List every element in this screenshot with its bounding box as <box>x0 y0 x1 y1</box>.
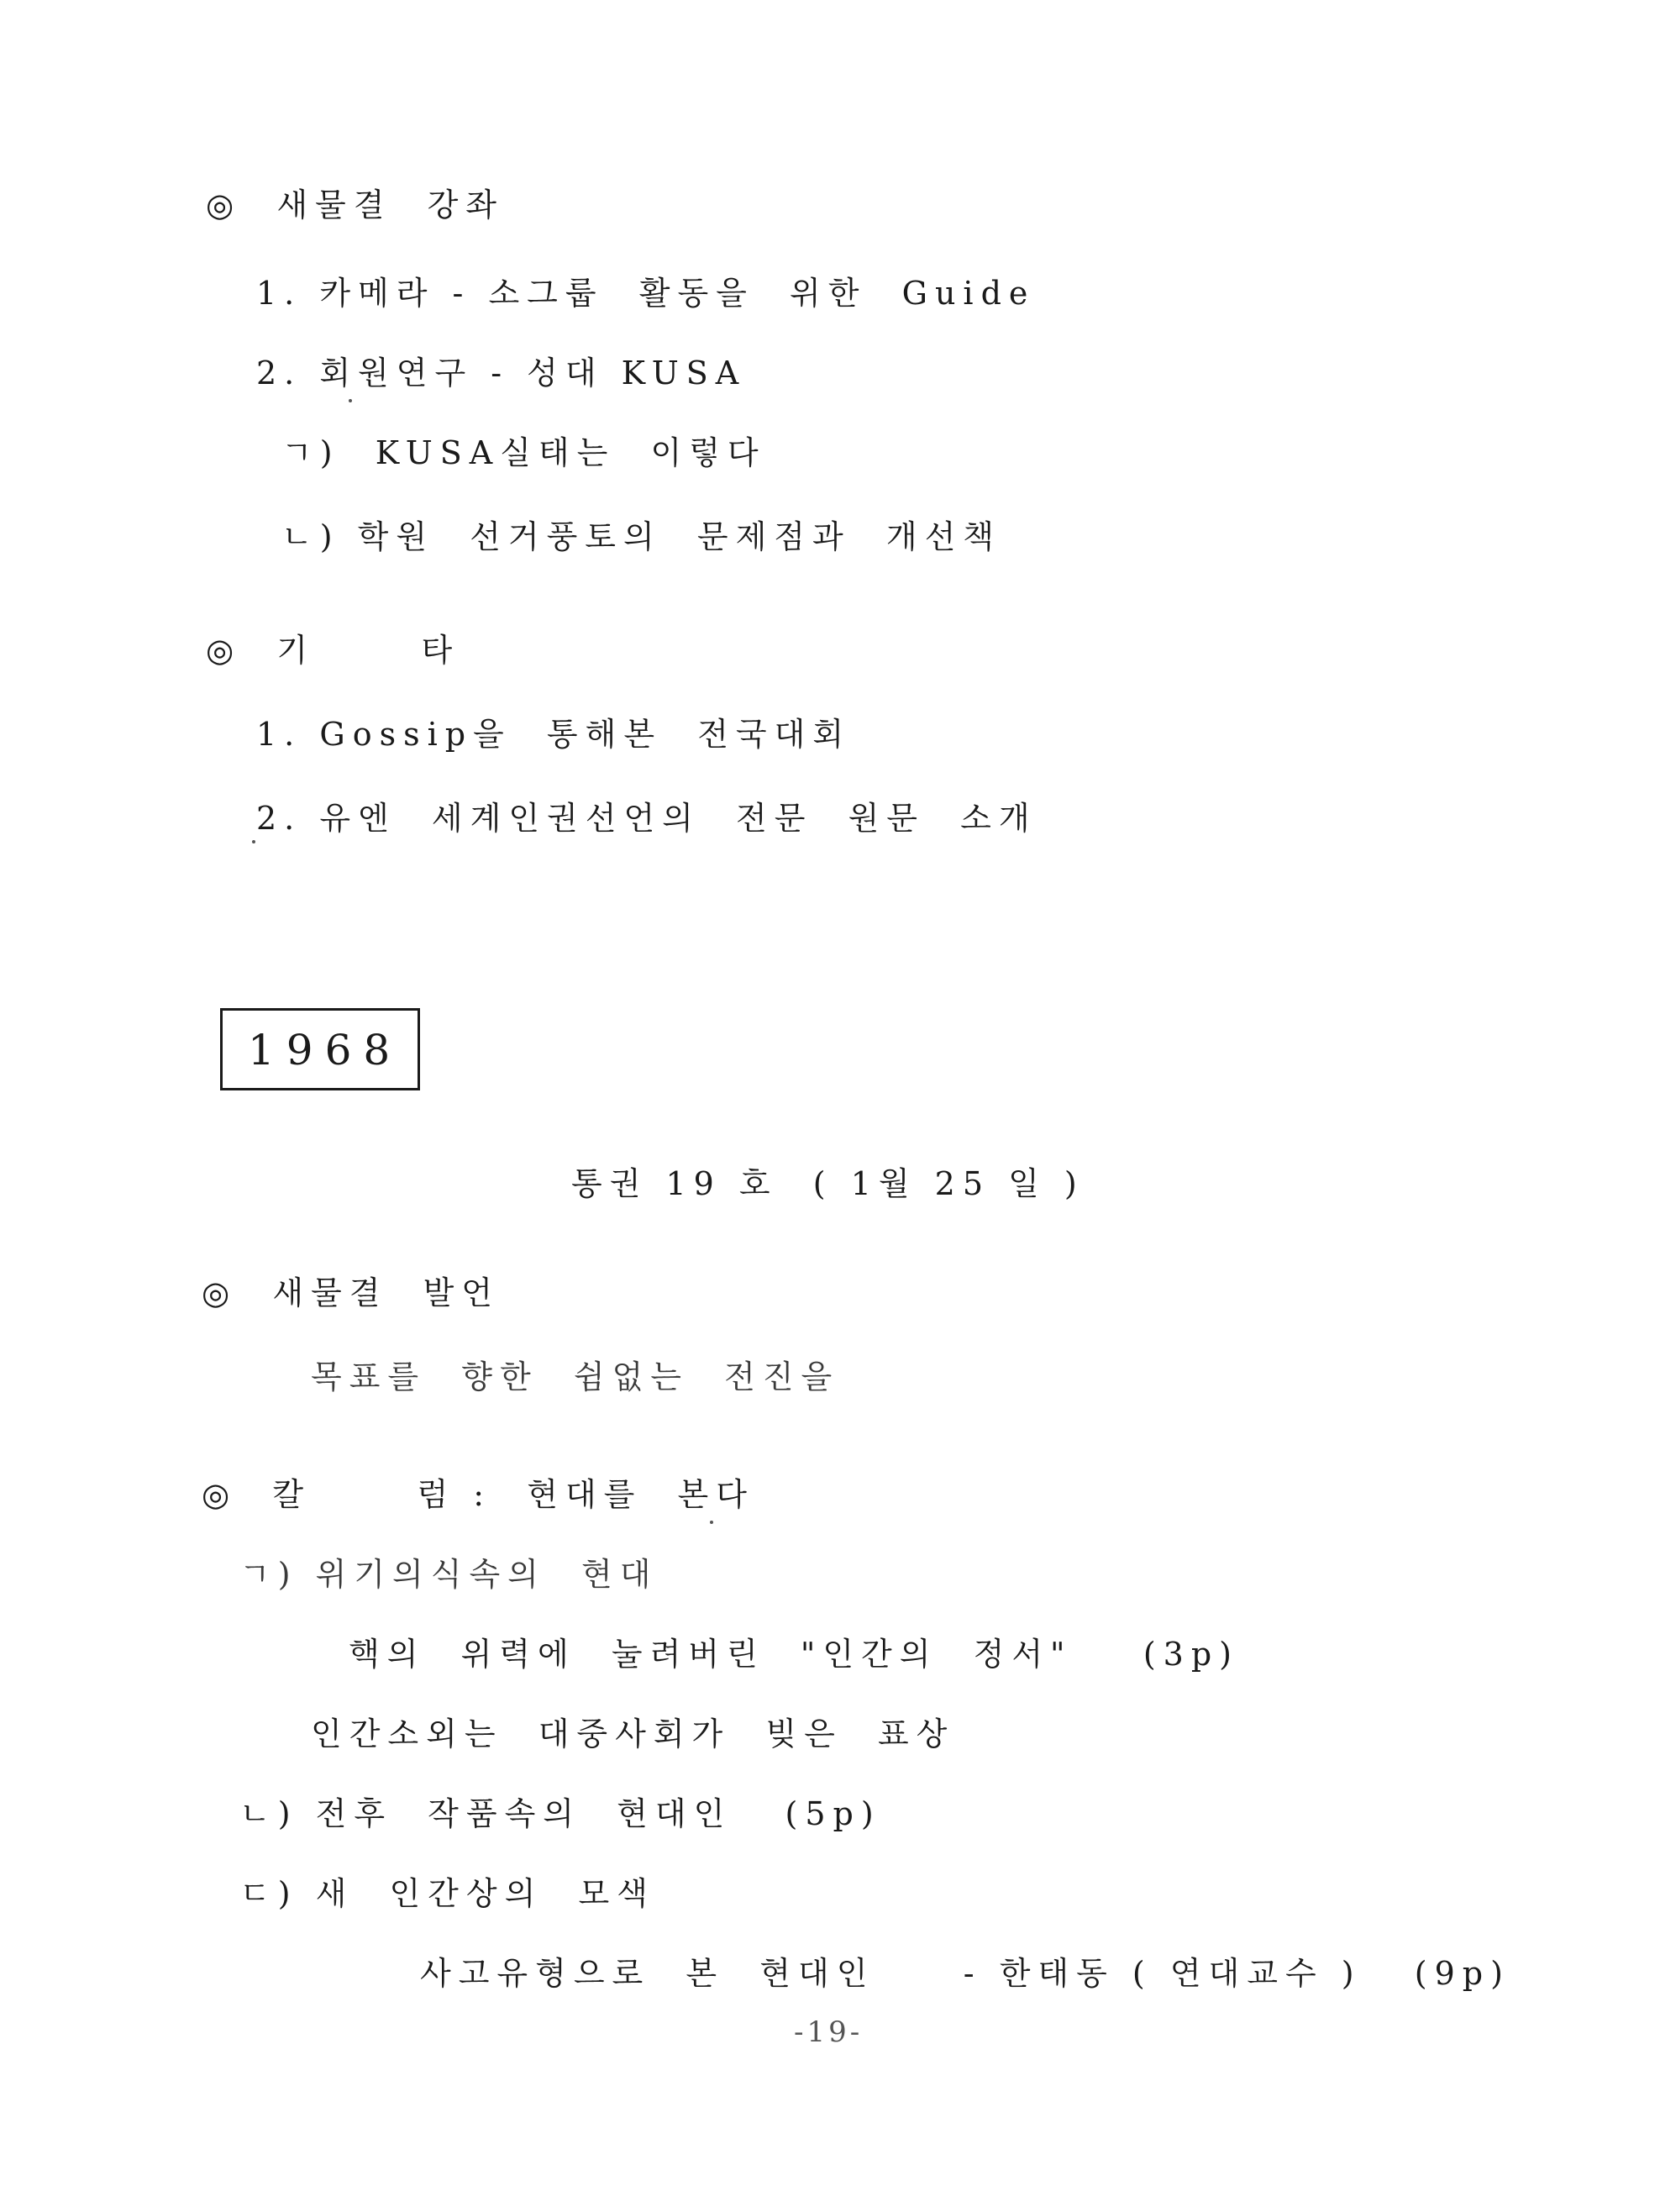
page-number: -19- <box>794 2015 864 2049</box>
list-item: 핵의 위력에 눌려버린 "인간의 정서" (3p) <box>349 1636 1239 1673</box>
year-box <box>220 1008 420 1090</box>
list-item: ㄷ) 새 인간상의 모색 <box>239 1875 655 1912</box>
list-item: 2. 회원연구 - 성대 KUSA <box>256 355 747 391</box>
scan-speck <box>710 1521 713 1524</box>
list-item: ㄱ) 위기의식속의 현대 <box>239 1556 659 1593</box>
list-item: ㄴ) 전후 작품속의 현대인 (5p) <box>239 1795 881 1832</box>
section-heading-column: ◎ 칼 럼 : 현대를 본다 <box>202 1476 754 1513</box>
scan-speck <box>349 399 352 402</box>
list-item: 사고유형으로 본 현대인 - 한태동 ( 연대교수 ) (9p) <box>420 1955 1510 1992</box>
list-item: 2. 유엔 세계인권선언의 전문 원문 소개 <box>256 800 1038 837</box>
section-heading-lecture: ◎ 새물결 강좌 <box>206 187 505 223</box>
year-label: 1968 <box>248 1026 402 1074</box>
issue-line: 통권 19 호 ( 1월 25 일 ) <box>571 1165 1085 1202</box>
list-item: ㄱ) KUSA실태는 이렇다 <box>281 434 766 471</box>
list-item: 1. Gossip을 통해본 전국대회 <box>256 716 852 753</box>
list-item: 인간소외는 대중사회가 빚은 표상 <box>311 1715 955 1752</box>
list-item: 1. 카메라 - 소그룹 활동을 위한 Guide <box>256 275 1036 312</box>
list-item: ㄴ) 학원 선거풍토의 문제점과 개선책 <box>281 518 1002 555</box>
section-heading-statement: ◎ 새물결 발언 <box>202 1274 501 1311</box>
section-heading-etc: ◎ 기 타 <box>206 632 460 669</box>
statement-subtitle: 목표를 향한 쉼없는 전진을 <box>311 1358 840 1395</box>
scan-speck <box>252 840 255 843</box>
